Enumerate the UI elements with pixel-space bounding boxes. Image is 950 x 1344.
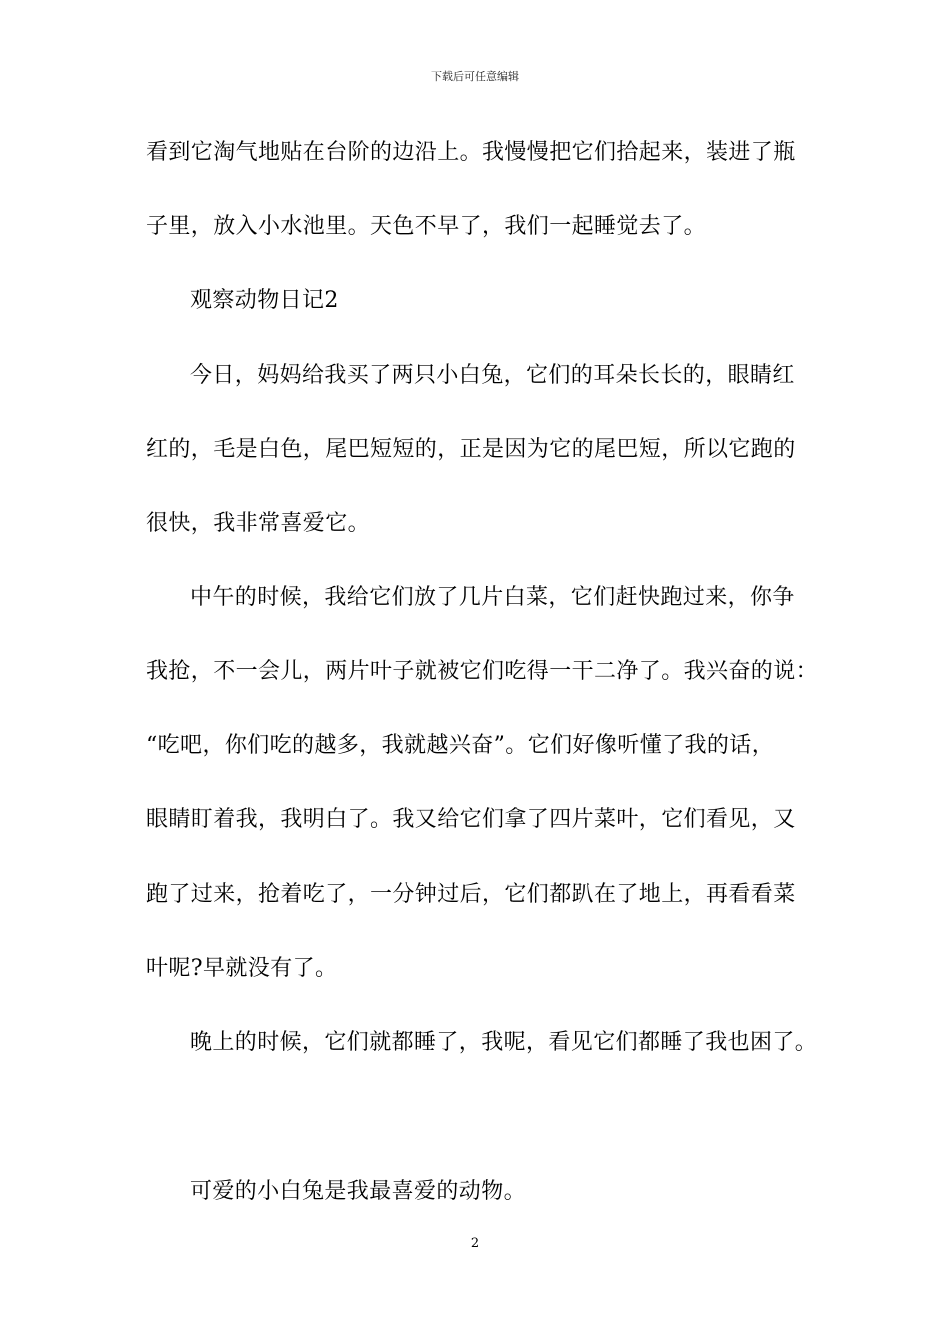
section-heading: 观察动物日记2 xyxy=(190,288,339,313)
text-line: 我抢，不一会儿，两片叶子就被它们吃得一干二净了。我兴奋的说： xyxy=(146,659,819,684)
text-line: 很快，我非常喜爱它。 xyxy=(146,511,371,536)
text-line: 子里，放入小水池里。天色不早了，我们一起睡觉去了。 xyxy=(146,214,707,239)
text-line: 跑了过来，抢着吃了，一分钟过后，它们都趴在了地上，再看看菜 xyxy=(146,882,796,907)
text-line: 今日，妈妈给我买了两只小白兔，它们的耳朵长长的，眼睛红 xyxy=(190,363,795,388)
text-line: “吃吧，你们吃的越多，我就越兴奋”。它们好像听懂了我的话， xyxy=(146,733,775,758)
text-line: 中午的时候，我给它们放了几片白菜，它们赶快跑过来，你争 xyxy=(190,585,795,610)
text-line: 晚上的时候，它们就都睡了，我呢，看见它们都睡了我也困了。 xyxy=(190,1030,818,1055)
text-line: 看到它淘气地贴在台阶的边沿上。我慢慢把它们拾起来，装进了瓶 xyxy=(146,140,796,165)
text-line: 可爱的小白兔是我最喜爱的动物。 xyxy=(190,1179,527,1204)
text-line: 红的，毛是白色，尾巴短短的，正是因为它的尾巴短，所以它跑的 xyxy=(146,437,796,462)
text-line: 眼睛盯着我，我明白了。我又给它们拿了四片菜叶，它们看见，又 xyxy=(146,807,796,832)
header-note: 下载后可任意编辑 xyxy=(431,70,519,83)
page-number: 2 xyxy=(470,1236,480,1251)
text-line: 叶呢?早就没有了。 xyxy=(146,956,338,981)
